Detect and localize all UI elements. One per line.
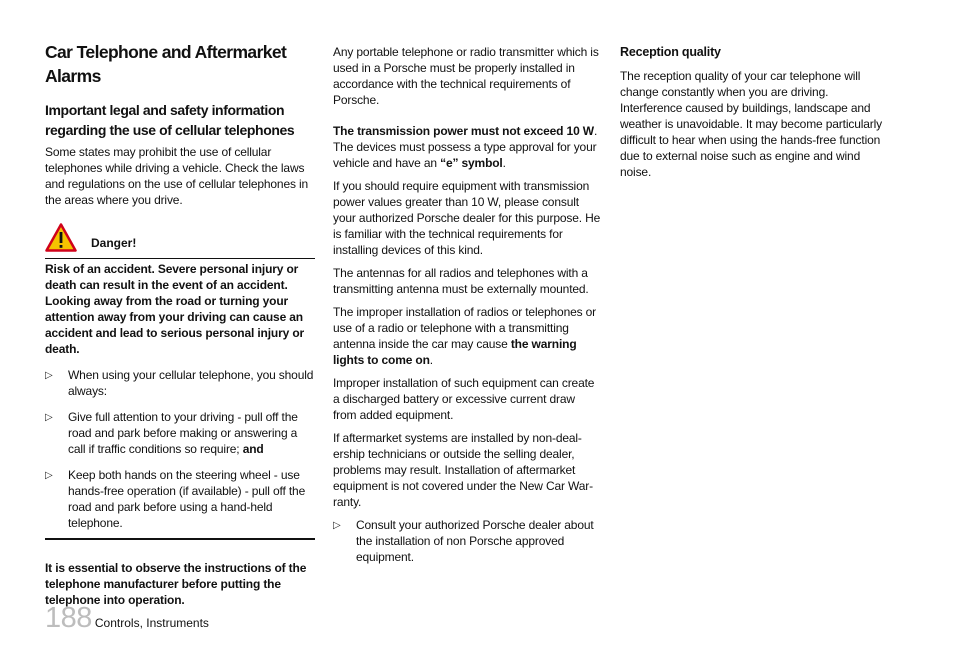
page-footer bbox=[45, 602, 209, 635]
section-title: Reception quality bbox=[620, 45, 721, 59]
bullet-triangle-icon: ▷ bbox=[45, 412, 53, 423]
paragraph: If aftermarket systems are installed by non-deal-ership technicians or outside the selling dealer, problems may result. Installation of aftermarket equipment is not covered under the New Car War-ranty. bbox=[333, 431, 593, 509]
list-item bbox=[333, 517, 601, 565]
column-left bbox=[45, 40, 315, 608]
warning-triangle-icon bbox=[45, 223, 77, 252]
bullet-text-main: Give full attention to your driving - pull off the road and park before making or answering a call if traffic conditions so require; bbox=[68, 410, 298, 456]
column-middle bbox=[333, 44, 601, 565]
danger-end-divider bbox=[45, 538, 315, 540]
intro-paragraph: Some states may prohibit the use of cellular telephones while driving a vehicle. Check the laws and regulations on the use of cellular telephones in the areas where you drive. bbox=[45, 145, 309, 207]
text: . bbox=[502, 156, 506, 170]
bullet-text-bold: and bbox=[242, 442, 264, 456]
paragraph: If you should require equipment with transmission power values greater than 10 W, please consult your authorized Porsche dealer for this purpose. He is familiar with the technical requirements for installing devices of this kind. bbox=[333, 179, 601, 257]
bullet-triangle-icon: ▷ bbox=[45, 470, 53, 481]
page-title: Car Telephone and Aftermarket Alarms bbox=[45, 42, 287, 86]
bold-text: The transmission power must not exceed 10 W bbox=[333, 124, 594, 138]
list-item bbox=[45, 367, 315, 399]
text: . The devices must possess a type approval for your vehicle and have an bbox=[333, 124, 598, 170]
bold-text: “e” symbol bbox=[440, 156, 503, 170]
danger-label: Danger! bbox=[91, 236, 137, 250]
page-number: 188 bbox=[45, 602, 92, 634]
paragraph: Improper installation of such equipment can create a discharged battery or excessive current draw from added equipment. bbox=[333, 376, 595, 422]
closing-paragraph: It is essential to observe the instructions of the telephone manufacturer before putting the telephone into operation. bbox=[45, 561, 307, 607]
paragraph bbox=[333, 304, 601, 368]
danger-text: Risk of an accident. Severe personal injury or death can result in the event of an accident. Looking away from the road or turning your attention away from your driving can cause an accident and lead to serious personal injury or death. bbox=[45, 258, 315, 357]
text: . bbox=[429, 353, 433, 367]
paragraph bbox=[333, 123, 601, 171]
danger-header bbox=[45, 222, 315, 252]
text: The improper installation of radios or telephones or use of a radio or telephone with a transmitting antenna inside the car may cause bbox=[333, 305, 597, 351]
paragraph: The reception quality of your car telephone will change constantly when you are driving. Interference caused by buildings, landscape and weather is unavoidable. It may become particularly difficult to hear when using the hands-free function due to external noise such as engine and wind noise. bbox=[620, 69, 882, 179]
list-item bbox=[45, 467, 315, 531]
bullet-triangle-icon: ▷ bbox=[45, 370, 53, 381]
bullet-triangle-icon: ▷ bbox=[333, 520, 341, 531]
bullet-text bbox=[68, 409, 315, 457]
bullet-text: Keep both hands on the steering wheel - use hands-free operation (if available) - pull off the road and park before using a hand-held telephone. bbox=[68, 468, 306, 530]
list-item bbox=[45, 409, 315, 457]
column-right bbox=[620, 44, 892, 180]
section-subtitle: Important legal and safety information regarding the use of cellular telephones bbox=[45, 102, 295, 138]
bullet-text: When using your cellular telephone, you should always: bbox=[68, 368, 314, 398]
paragraph: The antennas for all radios and telephones with a transmitting antenna must be externally mounted. bbox=[333, 266, 589, 296]
footer-section: Controls, Instruments bbox=[94, 616, 209, 630]
bold-text: the warning lights to come on bbox=[333, 337, 577, 367]
bullet-text: Consult your authorized Porsche dealer about the installation of non Porsche approved equipment. bbox=[356, 518, 594, 564]
paragraph: Any portable telephone or radio transmitter which is used in a Porsche must be properly installed in accordance with the technical requirements of Porsche. bbox=[333, 45, 599, 107]
